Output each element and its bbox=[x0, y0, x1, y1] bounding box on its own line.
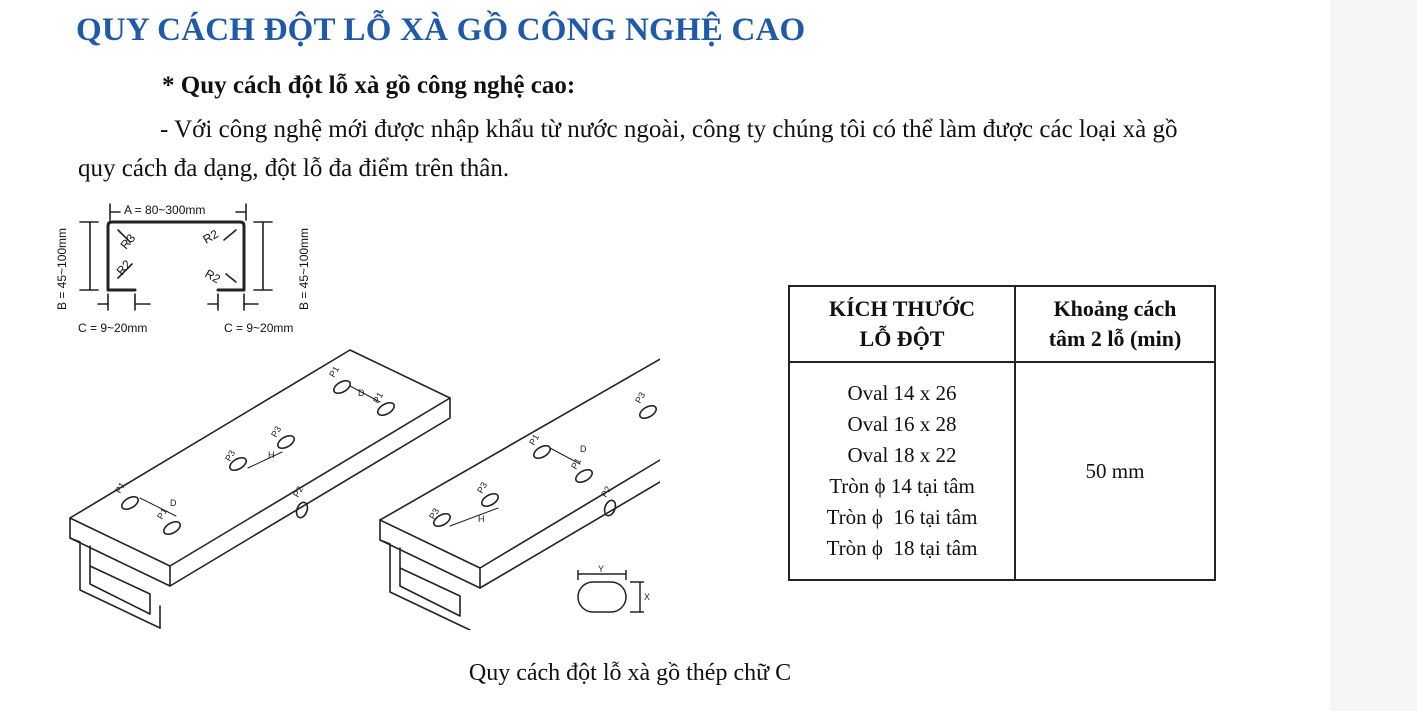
hole-label-p1: P1 bbox=[371, 390, 386, 405]
hole-label-y: Y bbox=[598, 564, 605, 574]
list-item: Tròn ϕ 16 tại tâm bbox=[826, 505, 978, 529]
list-item: Tròn ϕ 14 tại tâm bbox=[829, 474, 975, 498]
hole-label-p2: P2 bbox=[599, 484, 614, 499]
list-item: Tròn ϕ 18 tại tâm bbox=[826, 536, 978, 560]
hole-label-d: D bbox=[580, 444, 587, 454]
right-margin-strip bbox=[1330, 0, 1417, 711]
intro-paragraph bbox=[78, 110, 1208, 188]
radius-label-2: R2 bbox=[113, 257, 135, 278]
hole-label-p3: P3 bbox=[427, 506, 442, 521]
dimension-c-left-label: C = 9~20mm bbox=[78, 321, 148, 335]
radius-label-1: R3 bbox=[117, 231, 139, 252]
section-subheading: * Quy cách đột lỗ xà gồ công nghệ cao: bbox=[162, 72, 576, 99]
hole-label-h: H bbox=[268, 450, 275, 460]
c-purlin-diagram bbox=[50, 190, 660, 630]
hole-label-p3: P3 bbox=[633, 390, 648, 405]
hole-label-x: X bbox=[644, 592, 651, 602]
dimension-b-right-label: B = 45~100mm bbox=[297, 227, 311, 310]
figure-caption: Quy cách đột lỗ xà gồ thép chữ C bbox=[468, 660, 792, 686]
hole-label-p1: P1 bbox=[527, 432, 542, 447]
dimension-b-left-label: B = 45~100mm bbox=[55, 227, 69, 310]
radius-label-4: R2 bbox=[202, 266, 223, 287]
page-title: QUY CÁCH ĐỘT LỖ XÀ GỒ CÔNG NGHỆ CAO bbox=[76, 12, 806, 48]
hole-label-p3: P3 bbox=[223, 448, 238, 463]
dimension-c-right-label: C = 9~20mm bbox=[224, 321, 294, 335]
hole-label-p1: P1 bbox=[569, 456, 584, 471]
list-item: Oval 18 x 22 bbox=[847, 443, 957, 467]
hole-label-h: H bbox=[478, 514, 485, 524]
hole-label-d: D bbox=[170, 498, 177, 508]
hole-size-list bbox=[789, 362, 1015, 580]
header-min-distance bbox=[1015, 286, 1215, 362]
dimension-a-label: A = 80~300mm bbox=[124, 203, 206, 217]
hole-label-d: D bbox=[358, 388, 365, 398]
hole-label-p2: P2 bbox=[291, 484, 306, 499]
intro-paragraph-text: - Với công nghệ mới được nhập khẩu từ nước ngoài, công ty chúng tôi có thể làm được các loại xà gồ quy cách đa dạng, đột lỗ đa điểm trên thân. bbox=[78, 116, 1178, 182]
table-row bbox=[789, 362, 1215, 580]
hole-label-p3: P3 bbox=[475, 480, 490, 495]
list-item: Oval 16 x 28 bbox=[847, 412, 957, 436]
hole-label-p1: P1 bbox=[155, 506, 170, 521]
min-distance-value: 50 mm bbox=[1015, 362, 1215, 580]
hole-label-p1: P1 bbox=[327, 364, 342, 379]
list-item: Oval 14 x 26 bbox=[847, 381, 957, 405]
header-min-distance-text: Khoảng cách tâm 2 lỗ (min) bbox=[1048, 296, 1182, 351]
hole-label-p3: P3 bbox=[269, 424, 284, 439]
table-header-row bbox=[789, 286, 1215, 362]
radius-label-3: R2 bbox=[200, 226, 221, 247]
header-hole-size bbox=[789, 286, 1015, 362]
hole-label-p1: P1 bbox=[113, 480, 128, 495]
hole-spec-table bbox=[788, 285, 1216, 581]
header-hole-size-text: KÍCH THƯỚC LỖ ĐỘT bbox=[828, 296, 976, 351]
